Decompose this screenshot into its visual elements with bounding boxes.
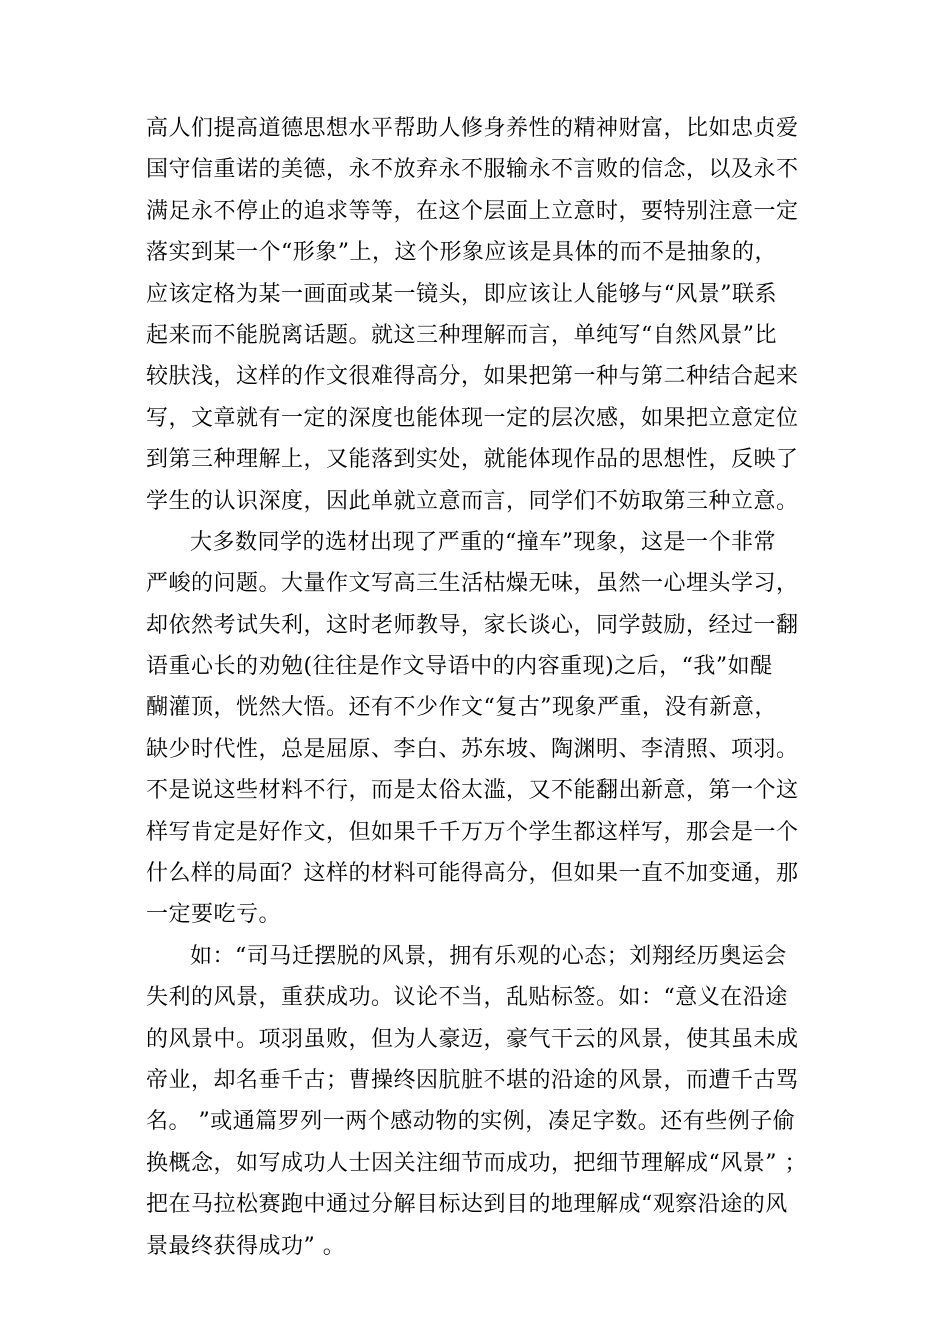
text-line: 严峻的问题。大量作文写高三生活枯燥无味，虽然一心埋头学习， bbox=[146, 571, 799, 597]
text-line: 名。 ”或通篇罗列一两个感动物的实例，凑足字数。还有些例子偷 bbox=[146, 1109, 796, 1135]
paragraph-3 bbox=[146, 936, 806, 1267]
text-line: 写，文章就有一定的深度也能体现一定的层次感，如果把立意定位 bbox=[146, 405, 799, 431]
text-line: 学生的认识深度，因此单就立意而言，同学们不妨取第三种立意。 bbox=[146, 488, 799, 514]
text-line: 语重心长的劝勉(往往是作文导语中的内容重现)之后，“我”如醍 bbox=[146, 654, 773, 680]
text-line: 失利的风景，重获成功。议论不当，乱贴标签。如：“意义在沿途 bbox=[146, 985, 788, 1011]
text-line: 满足永不停止的追求等等，在这个层面上立意时，要特别注意一定 bbox=[146, 198, 799, 224]
text-line: 起来而不能脱离话题。就这三种理解而言，单纯写“自然风景”比 bbox=[146, 322, 777, 348]
text-line: 景最终获得成功” 。 bbox=[146, 1233, 346, 1259]
text-line: 缺少时代性，总是屈原、李白、苏东坡、陶渊明、李清照、项羽。 bbox=[146, 736, 799, 762]
paragraph-1 bbox=[146, 108, 806, 522]
text-line: 把在马拉松赛跑中通过分解目标达到目的地理解成“观察沿途的风 bbox=[146, 1192, 788, 1218]
text-line: 样写肯定是好作文，但如果千千万万个学生都这样写，那会是一个 bbox=[146, 819, 799, 845]
text-line: 帝业，却名垂千古；曹操终因肮脏不堪的沿途的风景，而遭千古骂 bbox=[146, 1067, 799, 1093]
text-line: 的风景中。项羽虽败，但为人豪迈，豪气干云的风景，使其虽未成 bbox=[146, 1026, 799, 1052]
paragraph-2 bbox=[146, 522, 806, 936]
text-line: 较肤浅，这样的作文很难得高分，如果把第一种与第二种结合起来 bbox=[146, 364, 799, 390]
document-body bbox=[146, 108, 806, 1267]
text-line: 一定要吃亏。 bbox=[146, 902, 282, 928]
text-line: 应该定格为某一画面或某一镜头，即应该让人能够与“风景”联系 bbox=[146, 281, 777, 307]
text-line: 却依然考试失利，这时老师教导，家长谈心，同学鼓励，经过一翻 bbox=[146, 612, 799, 638]
text-line: 醐灌顶，恍然大悟。还有不少作文“复古”现象严重，没有新意， bbox=[146, 695, 777, 721]
text-line: 到第三种理解上，又能落到实处，就能体现作品的思想性，反映了 bbox=[146, 447, 799, 473]
text-line: 国守信重诺的美德，永不放弃永不服输永不言败的信念，以及永不 bbox=[146, 157, 799, 183]
text-line: 高人们提高道德思想水平帮助人修身养性的精神财富，比如忠贞爱 bbox=[146, 116, 799, 141]
text-line: 什么样的局面？这样的材料可能得高分，但如果一直不加变通，那 bbox=[146, 861, 799, 887]
text-line: 落实到某一个“形象”上，这个形象应该是具体的而不是抽象的， bbox=[146, 240, 777, 266]
text-line: 不是说这些材料不行，而是太俗太滥，又不能翻出新意，第一个这 bbox=[146, 778, 799, 804]
text-line: 大多数同学的选材出现了严重的“撞车”现象，这是一个非常 bbox=[190, 529, 776, 555]
text-line: 如：“司马迁摆脱的风景，拥有乐观的心态；刘翔经历奥运会 bbox=[190, 943, 787, 969]
text-line: 换概念，如写成功人士因关注细节而成功，把细节理解成“风景” ； bbox=[146, 1150, 807, 1176]
